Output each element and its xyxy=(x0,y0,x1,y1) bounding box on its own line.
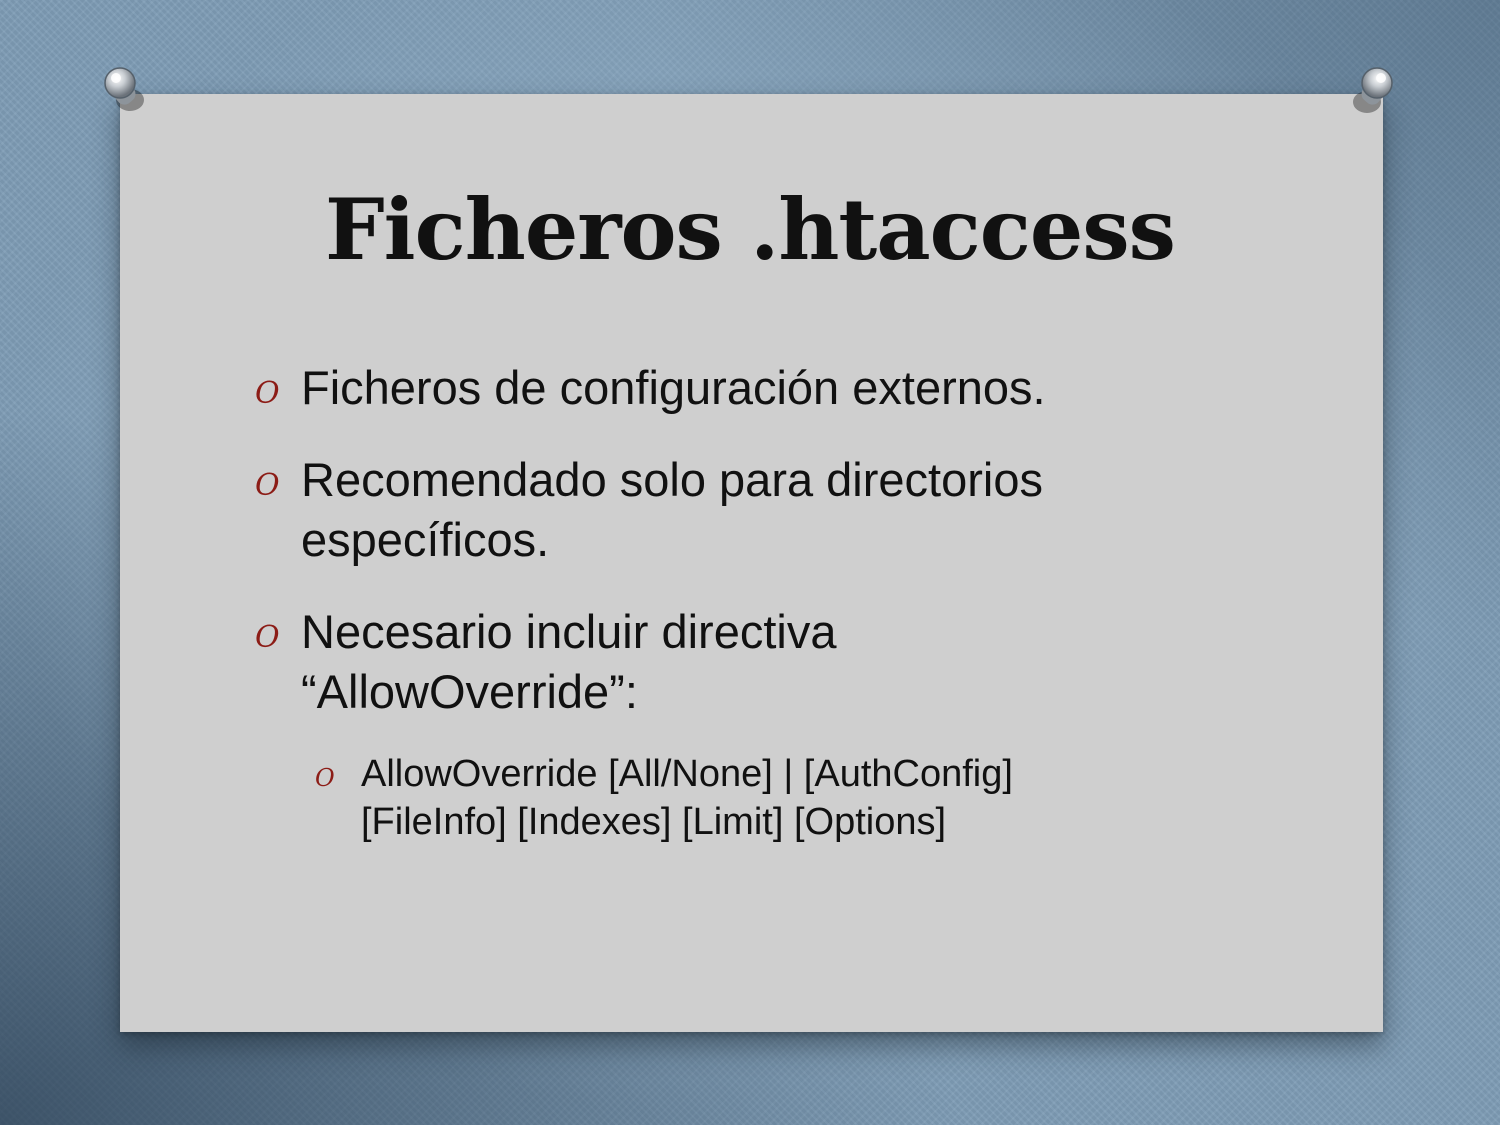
bullet-marker: O xyxy=(255,468,280,503)
bullet-marker: O xyxy=(255,620,280,655)
bullet-marker: O xyxy=(255,376,280,411)
sub-bullet-item xyxy=(315,750,1135,846)
bullet-text-line: Necesario incluir directiva xyxy=(301,605,837,658)
bullet-text-line: específicos. xyxy=(301,513,550,566)
pushpin-icon xyxy=(100,64,152,116)
bullet-list xyxy=(255,358,1135,846)
bullet-item xyxy=(255,358,1135,418)
slide-title: Ficheros .htaccess xyxy=(325,180,1175,279)
bullet-text: Ficheros de configuración externos. xyxy=(301,361,1046,414)
bullet-item xyxy=(255,602,1135,722)
bullet-item xyxy=(255,450,1135,570)
sub-bullet-text-line: AllowOverride [All/None] | [AuthConfig] xyxy=(361,753,1013,795)
bullet-text-line: “AllowOverride”: xyxy=(301,665,638,718)
bullet-text-line: Recomendado solo para directorios xyxy=(301,453,1043,506)
sub-bullet-text-line: [FileInfo] [Indexes] [Limit] [Options] xyxy=(361,801,947,843)
pushpin-icon xyxy=(1345,64,1397,116)
bullet-marker: O xyxy=(315,764,335,792)
